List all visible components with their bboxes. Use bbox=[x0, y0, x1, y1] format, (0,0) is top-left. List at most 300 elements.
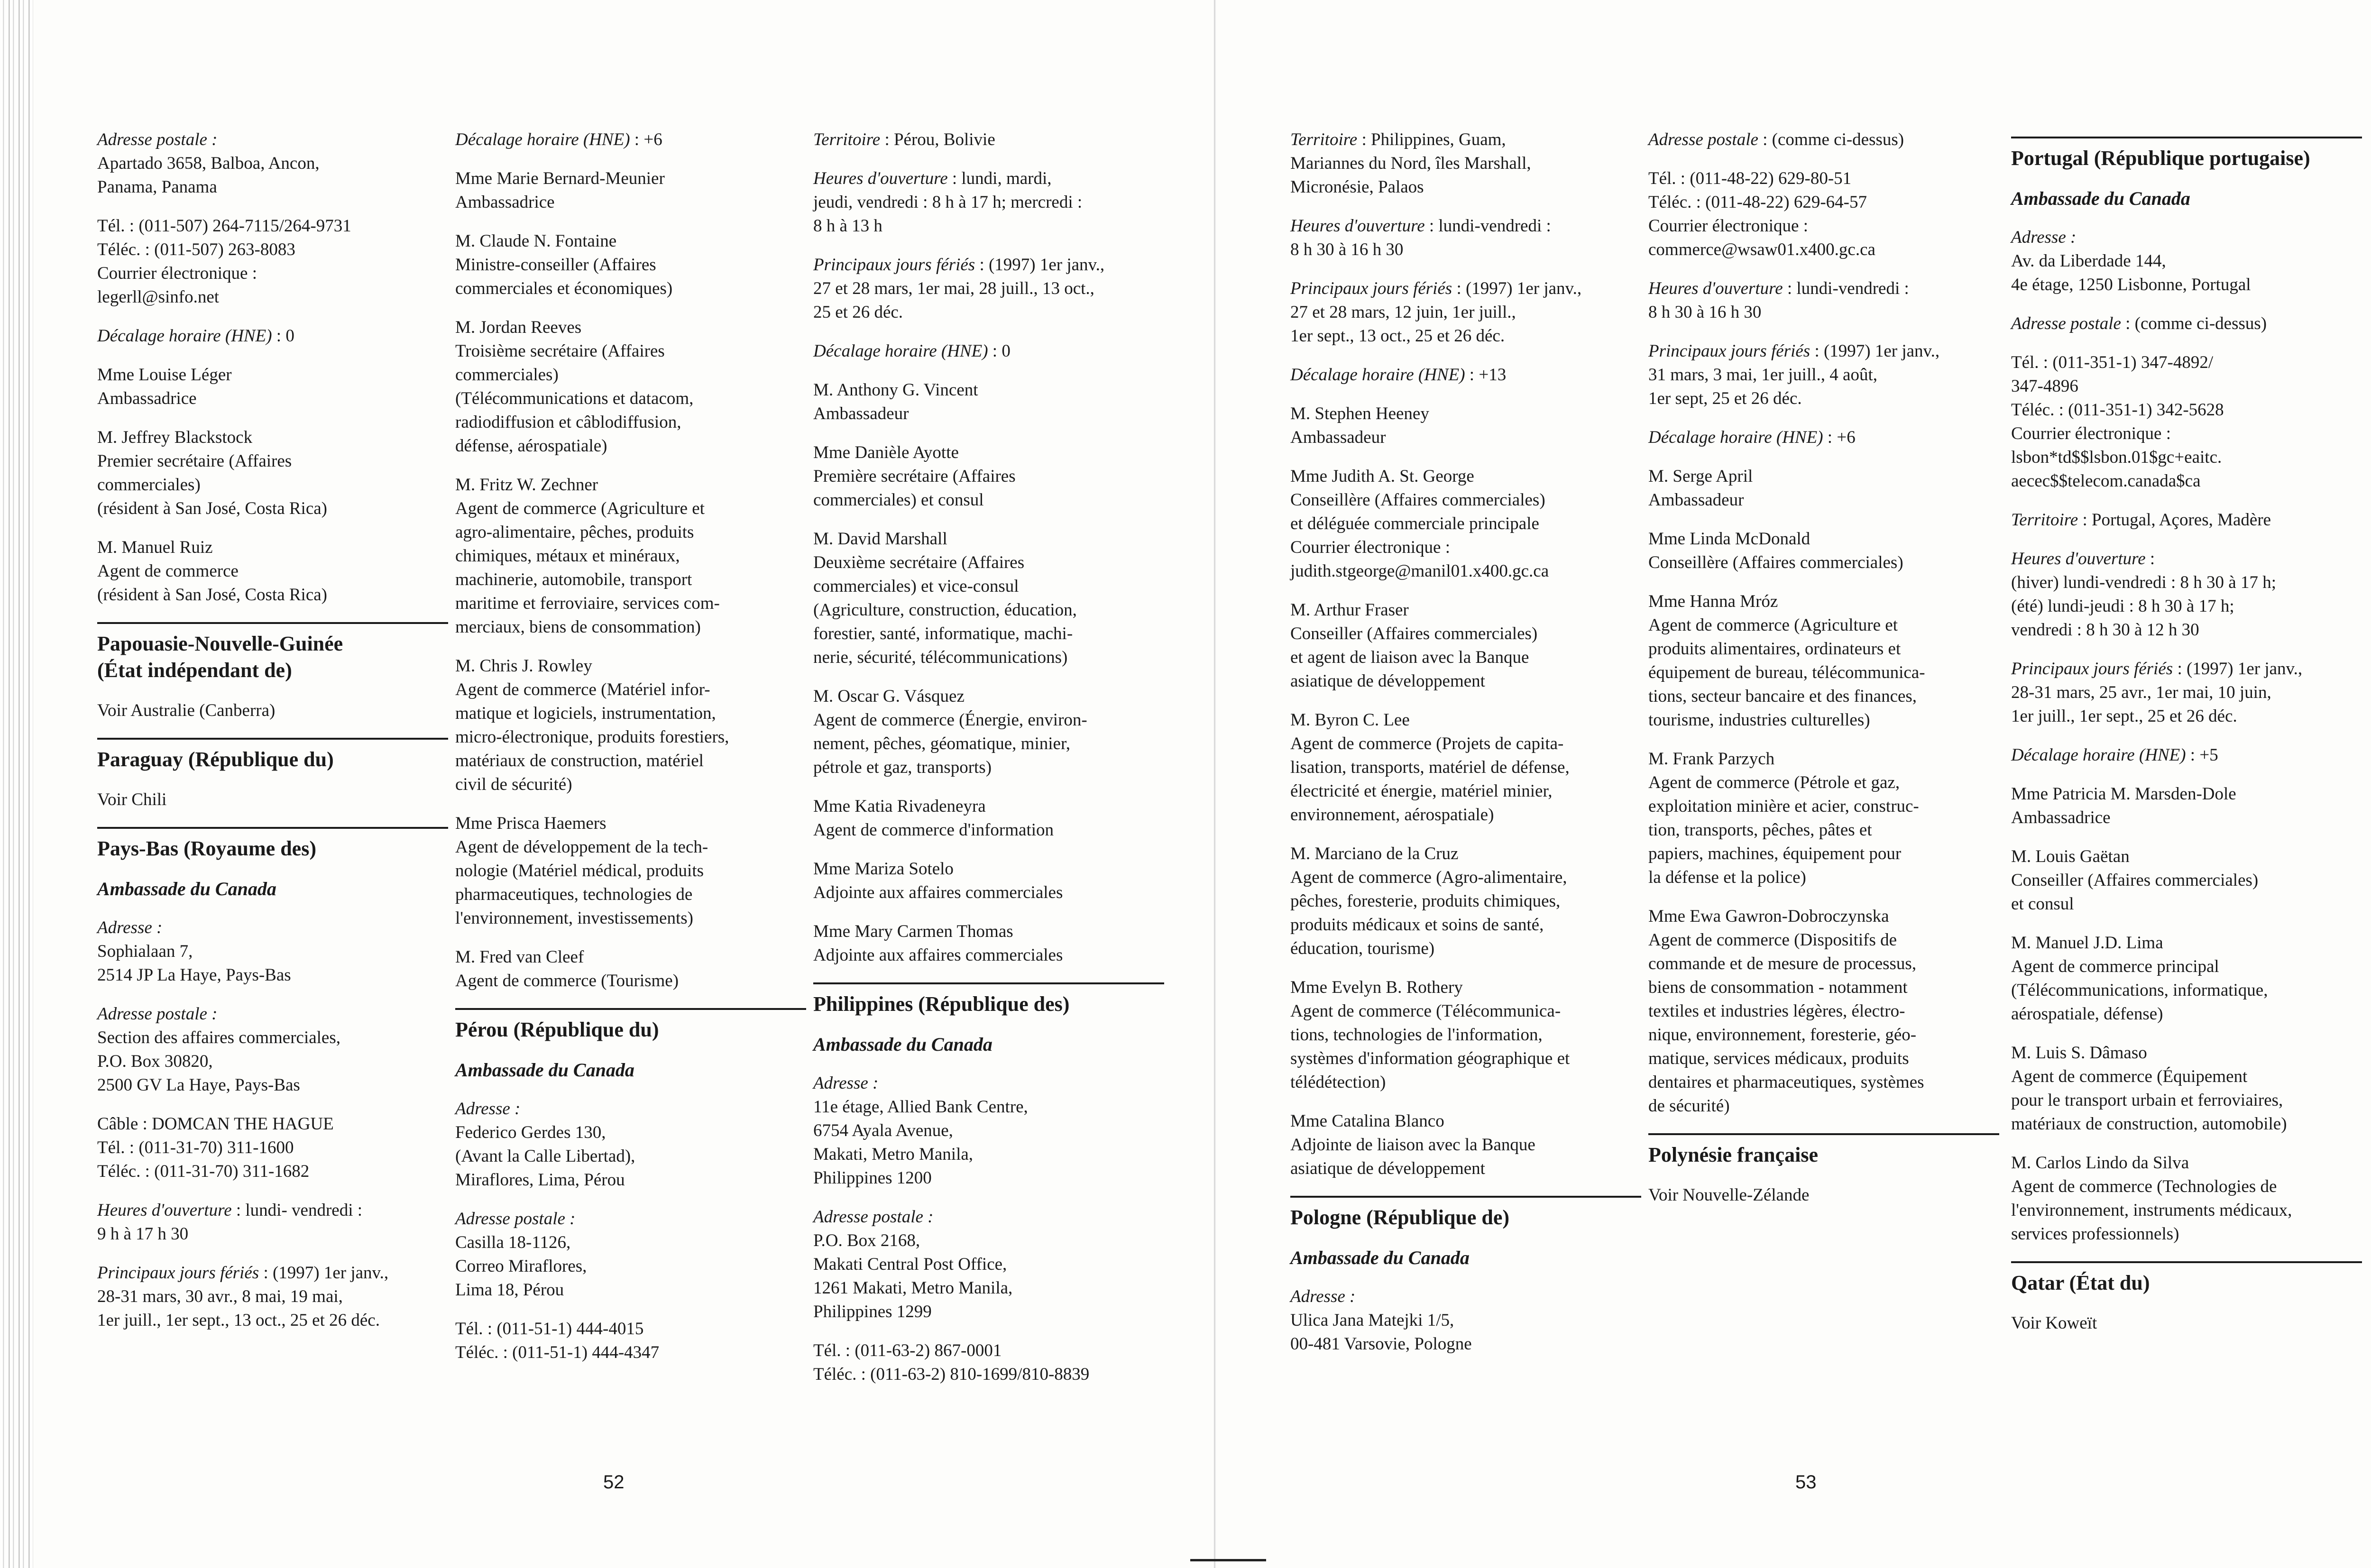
text-line: Sophialaan 7, bbox=[97, 942, 193, 961]
label-line bbox=[1648, 277, 1999, 301]
entry-block bbox=[1290, 708, 1641, 827]
label-line bbox=[97, 1199, 448, 1222]
text-line: Panama, Panama bbox=[97, 177, 217, 197]
section-heading bbox=[97, 827, 448, 862]
text-line: Téléc. : (011-63-2) 810-1699/810-8839 bbox=[813, 1365, 1090, 1384]
text-line: biens de consommation - notamment bbox=[1648, 978, 1908, 997]
text-line: Voir Chili bbox=[97, 790, 167, 809]
text-line: M. Carlos Lindo da Silva bbox=[2011, 1153, 2189, 1173]
text-line: Correo Miraflores, bbox=[455, 1256, 587, 1276]
field-label: Principaux jours fériés bbox=[813, 255, 975, 275]
label-line bbox=[2011, 743, 2362, 767]
entry-block bbox=[1290, 976, 1641, 1094]
text-line: Lima 18, Pérou bbox=[455, 1280, 564, 1300]
text-line: nologie (Matériel médical, produits bbox=[455, 861, 704, 880]
field-label: Adresse postale : bbox=[97, 130, 218, 149]
text-line: télédétection) bbox=[1290, 1073, 1386, 1092]
text-line: Agent de commerce (Technologies de bbox=[2011, 1177, 2277, 1196]
entry-block bbox=[813, 920, 1164, 967]
text-line: asiatique de développement bbox=[1290, 671, 1485, 691]
field-value: : 0 bbox=[988, 341, 1011, 361]
left-column-1 bbox=[97, 128, 448, 1348]
label-line bbox=[455, 1097, 806, 1121]
label-line bbox=[1648, 128, 1999, 152]
entry-block bbox=[455, 229, 806, 301]
text-line: Adjointe de liaison avec la Banque bbox=[1290, 1135, 1535, 1155]
entry-block bbox=[1648, 465, 1999, 512]
text-line: 8 h à 13 h bbox=[813, 216, 882, 236]
text-line: Agent de commerce (Énergie, environ- bbox=[813, 710, 1087, 730]
text-line: tions, secteur bancaire et des finances, bbox=[1648, 687, 1917, 706]
text-line: 9 h à 17 h 30 bbox=[97, 1224, 189, 1244]
text-line: Agent de commerce (Télécommunica- bbox=[1290, 1001, 1561, 1021]
field-label: Adresse : bbox=[455, 1099, 521, 1119]
text-line: Tél. : (011-507) 264-7115/264-9731 bbox=[97, 216, 351, 236]
left-column-3 bbox=[813, 128, 1164, 1402]
country-heading: Portugal (République portugaise) bbox=[2011, 147, 2310, 170]
text-line: Mme Linda McDonald bbox=[1648, 529, 1810, 549]
text-line: M. Jordan Reeves bbox=[455, 318, 582, 337]
text-line: Conseiller (Affaires commerciales) bbox=[2011, 871, 2259, 890]
text-line: Téléc. : (011-507) 263-8083 bbox=[97, 240, 295, 259]
text-line: l'environnement, investissements) bbox=[455, 908, 693, 928]
text-line: Agent de commerce (Équipement bbox=[2011, 1067, 2248, 1086]
text-line: commerciales et économiques) bbox=[455, 279, 673, 298]
text-line: et agent de liaison avec la Banque bbox=[1290, 648, 1529, 667]
text-line: 1er juill., 1er sept., 13 oct., 25 et 26 déc. bbox=[97, 1311, 380, 1330]
text-line: M. Manuel J.D. Lima bbox=[2011, 933, 2163, 953]
entry-block bbox=[455, 1097, 806, 1192]
field-label: Décalage horaire (HNE) bbox=[1648, 428, 1823, 447]
entry-block bbox=[1648, 527, 1999, 575]
label-line bbox=[813, 1205, 1164, 1229]
field-value: : lundi- vendredi : bbox=[231, 1201, 363, 1220]
label-line bbox=[2011, 226, 2362, 249]
field-label: Principaux jours fériés bbox=[1290, 279, 1452, 298]
text-line: Agent de commerce (Agro-alimentaire, bbox=[1290, 868, 1567, 887]
text-line: Agent de commerce (Projets de capita- bbox=[1290, 734, 1564, 753]
text-line: et consul bbox=[2011, 894, 2074, 914]
text-line: 11e étage, Allied Bank Centre, bbox=[813, 1097, 1028, 1117]
text-line: M. Oscar G. Vásquez bbox=[813, 687, 965, 706]
field-value: : (1997) 1er janv., bbox=[259, 1263, 389, 1283]
text-line: aérospatiale, défense) bbox=[2011, 1004, 2163, 1024]
text-line: lisation, transports, matériel de défense, bbox=[1290, 758, 1570, 777]
field-label: Adresse : bbox=[813, 1073, 879, 1093]
text-line: Mariannes du Nord, îles Marshall, bbox=[1290, 154, 1531, 173]
field-label: Principaux jours fériés bbox=[97, 1263, 259, 1283]
entry-block bbox=[455, 167, 806, 214]
field-value: : 0 bbox=[272, 326, 294, 346]
field-label: Adresse : bbox=[97, 918, 163, 937]
entry-block bbox=[97, 363, 448, 411]
text-line: asiatique de développement bbox=[1290, 1159, 1485, 1178]
text-line: 28-31 mars, 25 avr., 1er mai, 10 juin, bbox=[2011, 683, 2271, 702]
text-line: P.O. Box 2168, bbox=[813, 1231, 920, 1250]
entry-block bbox=[455, 128, 806, 152]
entry-block bbox=[1648, 339, 1999, 411]
entry-block bbox=[1290, 1285, 1641, 1356]
entry-block bbox=[2011, 508, 2362, 532]
field-value: : +6 bbox=[630, 130, 662, 149]
text-line: Ambassadrice bbox=[2011, 808, 2111, 827]
text-line: Téléc. : (011-351-1) 342-5628 bbox=[2011, 400, 2224, 420]
entry-block bbox=[813, 167, 1164, 238]
text-line: Agent de commerce (Agriculture et bbox=[1648, 615, 1898, 635]
text-line: commerciales) et consul bbox=[813, 490, 984, 510]
text-line: 1er juill., 1er sept., 25 et 26 déc. bbox=[2011, 706, 2237, 726]
text-line: (résident à San José, Costa Rica) bbox=[97, 585, 327, 605]
text-line: électricité et énergie, matériel minier, bbox=[1290, 781, 1553, 801]
label-line bbox=[1290, 128, 1641, 152]
field-value: : (1997) 1er janv., bbox=[975, 255, 1105, 275]
label-line bbox=[1648, 339, 1999, 363]
entry-block bbox=[97, 788, 448, 812]
field-value: : lundi, mardi, bbox=[947, 169, 1052, 188]
right-column-1 bbox=[1290, 128, 1641, 1371]
text-line: commerciales) bbox=[97, 475, 201, 495]
text-line: 31 mars, 3 mai, 1er juill., 4 août, bbox=[1648, 365, 1877, 385]
text-line: machinerie, automobile, transport bbox=[455, 570, 692, 589]
entry-block bbox=[2011, 226, 2362, 297]
field-value: : bbox=[2145, 549, 2155, 569]
text-line: Ambassadrice bbox=[455, 193, 555, 212]
embassy-title: Ambassade du Canada bbox=[455, 1059, 634, 1081]
text-line: Câble : DOMCAN THE HAGUE bbox=[97, 1114, 334, 1134]
field-value: : +13 bbox=[1465, 365, 1507, 385]
text-line: 2500 GV La Haye, Pays-Bas bbox=[97, 1075, 300, 1095]
label-line bbox=[1648, 426, 1999, 449]
label-line bbox=[813, 253, 1164, 277]
text-line: forestier, santé, informatique, machi- bbox=[813, 624, 1073, 643]
text-line: éducation, tourisme) bbox=[1290, 939, 1435, 958]
text-line: Agent de commerce (Tourisme) bbox=[455, 971, 679, 990]
text-line: Philippines 1200 bbox=[813, 1168, 932, 1188]
entry-block bbox=[2011, 547, 2362, 642]
text-line: Agent de commerce bbox=[97, 561, 239, 581]
text-line: commerciales) bbox=[455, 365, 559, 385]
text-line: Courrier électronique : bbox=[1290, 538, 1450, 557]
text-line: Apartado 3658, Balboa, Ancon, bbox=[97, 154, 320, 173]
text-line: 8 h 30 à 16 h 30 bbox=[1648, 303, 1762, 322]
text-line: M. Jeffrey Blackstock bbox=[97, 428, 253, 447]
text-line: Ambassadrice bbox=[97, 389, 197, 408]
entry-block bbox=[1648, 277, 1999, 324]
text-line: legerll@sinfo.net bbox=[97, 287, 220, 307]
text-line: services professionnels) bbox=[2011, 1224, 2179, 1244]
label-line bbox=[813, 128, 1164, 152]
text-line: Courrier électronique : bbox=[2011, 424, 2171, 443]
text-line: Conseiller (Affaires commerciales) bbox=[1290, 624, 1538, 643]
text-line: M. Frank Parzych bbox=[1648, 749, 1775, 769]
text-line: Agent de commerce (Pétrole et gaz, bbox=[1648, 773, 1900, 792]
text-line: 27 et 28 mars, 12 juin, 1er juill., bbox=[1290, 303, 1516, 322]
entry-block bbox=[1290, 214, 1641, 262]
entry-block bbox=[1648, 747, 1999, 889]
field-label: Territoire bbox=[2011, 510, 2078, 530]
text-line: Micronésie, Palaos bbox=[1290, 177, 1424, 197]
field-label: Adresse : bbox=[1290, 1287, 1356, 1306]
text-line: Tél. : (011-351-1) 347-4892/ bbox=[2011, 353, 2214, 372]
field-label: Territoire bbox=[1290, 130, 1358, 149]
text-line: 4e étage, 1250 Lisbonne, Portugal bbox=[2011, 275, 2251, 294]
left-column-2 bbox=[455, 128, 806, 1380]
text-line: Ulica Jana Matejki 1/5, bbox=[1290, 1311, 1454, 1330]
text-line: Mme Ewa Gawron-Dobroczynska bbox=[1648, 907, 1889, 926]
field-label: Adresse postale : bbox=[813, 1207, 934, 1227]
text-line: M. Byron C. Lee bbox=[1290, 710, 1410, 730]
entry-block bbox=[1648, 167, 1999, 262]
label-line bbox=[97, 128, 448, 152]
text-line: Mme Katia Rivadeneyra bbox=[813, 797, 986, 816]
embassy-title: Ambassade du Canada bbox=[97, 878, 276, 899]
label-line bbox=[813, 1072, 1164, 1095]
text-line: Conseillère (Affaires commerciales) bbox=[1648, 553, 1903, 572]
text-line: nerie, sécurité, télécommunications) bbox=[813, 648, 1068, 667]
text-line: Miraflores, Lima, Pérou bbox=[455, 1170, 625, 1190]
field-label: Décalage horaire (HNE) bbox=[2011, 745, 2186, 765]
text-line: Ministre-conseiller (Affaires bbox=[455, 255, 656, 275]
country-heading: Polynésie française bbox=[1648, 1143, 1819, 1166]
entry-block bbox=[1290, 1110, 1641, 1181]
text-line: Mme Evelyn B. Rothery bbox=[1290, 978, 1463, 997]
embassy-title: Ambassade du Canada bbox=[813, 1034, 993, 1055]
text-line: Agent de développement de la tech- bbox=[455, 837, 708, 857]
text-line: pêches, foresterie, produits chimiques, bbox=[1290, 891, 1561, 911]
label-line bbox=[97, 1002, 448, 1026]
text-line: Av. da Liberdade 144, bbox=[2011, 251, 2166, 271]
section-heading bbox=[2011, 137, 2362, 172]
text-line: textiles et industries légères, électro- bbox=[1648, 1001, 1905, 1021]
label-line bbox=[455, 128, 806, 152]
text-line: 6754 Ayala Avenue, bbox=[813, 1121, 953, 1140]
page-number: 53 bbox=[1795, 1472, 1817, 1493]
text-line: M. Claude N. Fontaine bbox=[455, 231, 617, 251]
text-line: M. Louis Gaëtan bbox=[2011, 847, 2130, 866]
text-line: commerciales) et vice-consul bbox=[813, 577, 1019, 596]
entry-block bbox=[97, 1002, 448, 1097]
label-line bbox=[97, 1261, 448, 1285]
entry-block bbox=[1290, 842, 1641, 961]
text-line: Téléc. : (011-31-70) 311-1682 bbox=[97, 1162, 310, 1181]
section-heading bbox=[455, 1008, 806, 1043]
text-line: Tél. : (011-31-70) 311-1600 bbox=[97, 1138, 294, 1157]
entry-block bbox=[813, 339, 1164, 363]
text-line: Mme Marie Bernard-Meunier bbox=[455, 169, 665, 188]
field-value: : Portugal, Açores, Madère bbox=[2078, 510, 2271, 530]
text-line: (Télécommunications et datacom, bbox=[455, 389, 694, 408]
text-line: vendredi : 8 h 30 à 12 h 30 bbox=[2011, 620, 2199, 640]
entry-block bbox=[2011, 743, 2362, 767]
text-line: Agent de commerce (Dispositifs de bbox=[1648, 930, 1897, 950]
text-line: 1261 Makati, Metro Manila, bbox=[813, 1278, 1013, 1298]
text-line: pétrole et gaz, transports) bbox=[813, 758, 992, 777]
field-label: Adresse postale : bbox=[97, 1004, 218, 1024]
text-line: Casilla 18-1126, bbox=[455, 1233, 571, 1252]
label-line bbox=[1290, 214, 1641, 238]
entry-block bbox=[97, 536, 448, 607]
entry-block bbox=[1648, 1183, 1999, 1207]
embassy-title: Ambassade du Canada bbox=[2011, 188, 2190, 209]
text-line: (résident à San José, Costa Rica) bbox=[97, 499, 327, 518]
entry-block bbox=[2011, 657, 2362, 728]
entry-block bbox=[97, 128, 448, 199]
section-heading bbox=[97, 738, 448, 773]
text-line: aecec$$telecom.canada$ca bbox=[2011, 471, 2201, 491]
entry-block bbox=[97, 324, 448, 348]
entry-block bbox=[455, 1207, 806, 1302]
text-line: Mme Louise Léger bbox=[97, 365, 232, 385]
entry-block bbox=[2011, 351, 2362, 493]
entry-block bbox=[813, 795, 1164, 842]
text-line: équipement de bureau, télécommunica- bbox=[1648, 663, 1925, 682]
field-value: : (comme ci-dessus) bbox=[1758, 130, 1904, 149]
text-line: Courrier électronique : bbox=[1648, 216, 1808, 236]
label-line bbox=[2011, 547, 2362, 571]
text-line: matériaux de construction, matériel bbox=[455, 751, 704, 770]
text-line: Agent de commerce (Matériel infor- bbox=[455, 680, 710, 699]
text-line: 1er sept., 13 oct., 25 et 26 déc. bbox=[1290, 326, 1505, 346]
text-line: P.O. Box 30820, bbox=[97, 1052, 213, 1071]
field-label: Heures d'ouverture bbox=[1648, 279, 1783, 298]
field-value: : +6 bbox=[1823, 428, 1856, 447]
label-line bbox=[2011, 312, 2362, 336]
text-line: agro-alimentaire, pêches, produits bbox=[455, 523, 694, 542]
text-line: Premier secrétaire (Affaires bbox=[97, 451, 292, 471]
entry-block bbox=[813, 378, 1164, 426]
text-line: Tél. : (011-48-22) 629-80-51 bbox=[1648, 169, 1852, 188]
text-line: jeudi, vendredi : 8 h à 17 h; mercredi : bbox=[813, 193, 1083, 212]
text-line: merciaux, biens de consommation) bbox=[455, 617, 701, 637]
entry-block bbox=[455, 473, 806, 639]
text-line: systèmes d'information géographique et bbox=[1290, 1049, 1570, 1068]
text-line: Mme Hanna Mróz bbox=[1648, 592, 1778, 611]
text-line: Voir Australie (Canberra) bbox=[97, 701, 276, 720]
entry-block bbox=[97, 1261, 448, 1332]
label-line bbox=[97, 916, 448, 940]
country-heading: Pologne (République de) bbox=[1290, 1206, 1510, 1229]
entry-block bbox=[1648, 128, 1999, 152]
text-line: commerce@wsaw01.x400.gc.ca bbox=[1648, 240, 1875, 259]
text-line: produits alimentaires, ordinateurs et bbox=[1648, 639, 1901, 659]
text-line: pour le transport urbain et ferroviaires, bbox=[2011, 1091, 2283, 1110]
text-line: Voir Koweït bbox=[2011, 1313, 2097, 1333]
label-line bbox=[1290, 1285, 1641, 1309]
entry-block bbox=[813, 857, 1164, 905]
section-heading bbox=[2011, 1261, 2362, 1296]
text-line: (Avant la Calle Libertad), bbox=[455, 1146, 635, 1166]
section-heading bbox=[1648, 1133, 1999, 1168]
text-line: M. David Marshall bbox=[813, 529, 947, 549]
entry-block bbox=[455, 316, 806, 458]
text-line: commande et de mesure de processus, bbox=[1648, 954, 1917, 973]
right-column-3 bbox=[2011, 128, 2362, 1350]
text-line: Mme Catalina Blanco bbox=[1290, 1111, 1444, 1131]
text-line: chimiques, métaux et minéraux, bbox=[455, 546, 680, 566]
text-line: lsbon*td$$lsbon.01$gc+eaitc. bbox=[2011, 448, 2222, 467]
text-line: 1er sept, 25 et 26 déc. bbox=[1648, 389, 1802, 408]
text-line: Conseillère (Affaires commerciales) bbox=[1290, 490, 1545, 510]
text-line: pharmaceutiques, technologies de bbox=[455, 885, 693, 904]
entry-block bbox=[97, 916, 448, 987]
text-line: produits médicaux et soins de santé, bbox=[1290, 915, 1544, 935]
label-line bbox=[455, 1207, 806, 1231]
field-label: Décalage horaire (HNE) bbox=[455, 130, 630, 149]
text-line: (Télécommunications, informatique, bbox=[2011, 981, 2268, 1000]
entry-block bbox=[2011, 931, 2362, 1026]
text-line: Courrier électronique : bbox=[97, 264, 257, 283]
text-line: Première secrétaire (Affaires bbox=[813, 467, 1016, 486]
page-number: 52 bbox=[603, 1472, 625, 1493]
text-line: Section des affaires commerciales, bbox=[97, 1028, 340, 1047]
text-line: Makati, Metro Manila, bbox=[813, 1145, 974, 1164]
text-line: la défense et la police) bbox=[1648, 868, 1806, 887]
entry-block bbox=[813, 527, 1164, 669]
entry-block bbox=[813, 128, 1164, 152]
entry-block bbox=[1290, 402, 1641, 449]
country-heading: Pérou (République du) bbox=[455, 1018, 659, 1041]
field-label: Heures d'ouverture bbox=[813, 169, 948, 188]
text-line: Federico Gerdes 130, bbox=[455, 1123, 606, 1142]
entry-block bbox=[455, 945, 806, 993]
text-line: Ambassadeur bbox=[1290, 428, 1386, 447]
text-line: de sécurité) bbox=[1648, 1096, 1730, 1116]
label-line bbox=[813, 167, 1164, 191]
entry-block bbox=[813, 1072, 1164, 1190]
entry-block bbox=[2011, 312, 2362, 336]
entry-block bbox=[1648, 426, 1999, 449]
text-line: M. Anthony G. Vincent bbox=[813, 380, 978, 400]
field-value: : Philippines, Guam, bbox=[1357, 130, 1506, 149]
text-line: tourisme, industries culturelles) bbox=[1648, 710, 1870, 730]
text-line: M. Chris J. Rowley bbox=[455, 656, 592, 676]
field-value: : Pérou, Bolivie bbox=[880, 130, 995, 149]
entry-block bbox=[1648, 590, 1999, 732]
entry-block bbox=[2011, 1151, 2362, 1246]
field-label: Heures d'ouverture bbox=[97, 1201, 232, 1220]
field-label: Adresse : bbox=[2011, 228, 2077, 247]
right-page bbox=[1205, 0, 2371, 1568]
entry-block bbox=[97, 1199, 448, 1246]
country-heading: Paraguay (République du) bbox=[97, 748, 334, 771]
entry-block bbox=[1290, 277, 1641, 348]
text-line: Deuxième secrétaire (Affaires bbox=[813, 553, 1025, 572]
label-line bbox=[2011, 657, 2362, 681]
text-line: matériaux de construction, automobile) bbox=[2011, 1114, 2287, 1134]
section-heading bbox=[1290, 1196, 1641, 1231]
field-label: Adresse postale : bbox=[455, 1209, 576, 1229]
text-line: 28-31 mars, 30 avr., 8 mai, 19 mai, bbox=[97, 1287, 343, 1306]
text-line: 2514 JP La Haye, Pays-Bas bbox=[97, 965, 291, 985]
field-label: Heures d'ouverture bbox=[2011, 549, 2146, 569]
text-line: matique, services médicaux, produits bbox=[1648, 1049, 1909, 1068]
text-line: Agent de commerce principal bbox=[2011, 957, 2219, 976]
text-line: dentaires et pharmaceutiques, systèmes bbox=[1648, 1073, 1924, 1092]
country-heading: Papouasie-Nouvelle-Guinée bbox=[97, 632, 343, 655]
field-label: Décalage horaire (HNE) bbox=[97, 326, 272, 346]
entry-block bbox=[2011, 1041, 2362, 1136]
text-line: Tél. : (011-63-2) 867-0001 bbox=[813, 1341, 1002, 1360]
text-line: (été) lundi-jeudi : 8 h 30 à 17 h; bbox=[2011, 596, 2234, 616]
text-line: 27 et 28 mars, 1er mai, 28 juill., 13 oct., bbox=[813, 279, 1094, 298]
text-line: M. Marciano de la Cruz bbox=[1290, 844, 1459, 863]
label-line bbox=[1290, 277, 1641, 301]
field-label: Décalage horaire (HNE) bbox=[813, 341, 988, 361]
country-heading: Pays-Bas (Royaume des) bbox=[97, 837, 316, 860]
entry-block bbox=[1290, 363, 1641, 387]
text-line: judith.stgeorge@manil01.x400.gc.ca bbox=[1290, 561, 1549, 581]
text-line: civil de sécurité) bbox=[455, 775, 572, 794]
